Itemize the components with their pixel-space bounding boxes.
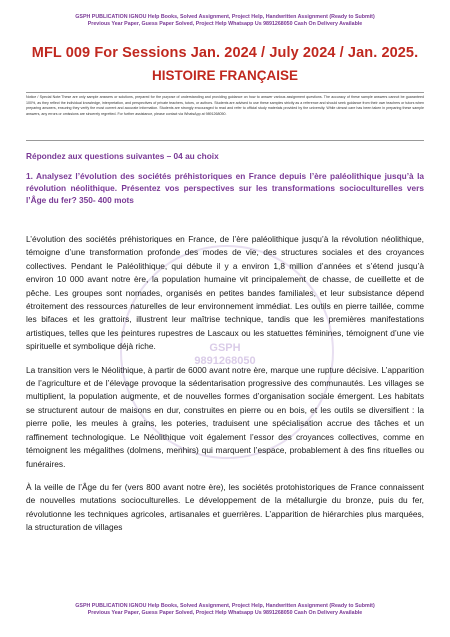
document-title: MFL 009 For Sessions Jan. 2024 / July 2024 / Jan. 2025. (31, 45, 419, 61)
answer-body (26, 233, 424, 545)
header-line-2: Previous Year Paper, Guess Paper Solved, Project Help Whatsapp Us 9891268050 Cash On Delivery Available (87, 21, 363, 27)
answer-paragraph-3: À la veille de l’Âge du fer (vers 800 avant notre ère), les sociétés protohistoriques de France connaissent de nouvelles mutations socioculturelles. Le développement de la métallurgie du bronze, puis du fer, révolutionne les techniques agricoles, artisanales et guerrières. L’apparition de hiérarchies plus marquées, la structuration de villages (26, 481, 424, 533)
watermark-phone: 9891268050 (194, 355, 256, 367)
page-header (0, 14, 450, 28)
page-footer (0, 603, 450, 617)
document-subtitle: HISTOIRE FRANÇAISE (151, 68, 298, 83)
answer-paragraph-2: La transition vers le Néolithique, à partir de 6000 avant notre ère, marque une rupture décisive. L’apparition de l’agriculture et de l’élevage provoque la sédentarisation progressive des communautés. Les villages se multiplient, la population augmente, et de nouvelles formes d’organisation sociale émergent. Les habitats se structurent autour de maisons en dur, construites en pierre ou en bois, et les outils se diversifient : la pierre polie, les meules à grains, les poteries, traduisent une spécialisation accrue des tâches et un raffinement technologique. Le Néolithique voit également l’essor des croyances collectives, comme en témoignent les mégalithes (dolmens, menhirs) qui marquent l’espace, probablement à des fins rituelles ou funéraires. (26, 364, 424, 469)
footer-line-2: Previous Year Paper, Guess Paper Solved, Project Help Whatsapp Us 9891268050 Cash On Delivery Available (87, 610, 363, 616)
footer-line-1: GSPH PUBLICATION IGNOU Help Books, Solved Assignment, Project Help, Handwritten Assignment (Ready to Submit) (75, 603, 375, 609)
question-1: 1. Analysez l’évolution des sociétés préhistoriques en France depuis l’ère paléolithique jusqu’à la révolution néolithique. Présentez vos perspectives sur les transformations socioculturelles vers l’Âge du fer? 350- 400 mots (26, 171, 424, 205)
notice-bottom-rule (26, 140, 424, 141)
instructions: Répondez aux questions suivantes – 04 au choix (26, 151, 219, 161)
disclaimer-notice: Notice / Special Note:These are only sample answers or solutions, prepared for the purpose of understanding and providing guidance on how to answer various assignment questions. The accuracy of these sample answers cannot be guaranteed 100%, as they reflect the individual knowledge, interpretation, and perspectives of private teachers, tutors, or authors. Students are advised to use these samples strictly as a reference and should seek guidance from their own teachers or tutors when preparing answers, ensuring they verify the most current and accurate information. Students are strongly encouraged to read and refer to official study materials provided by the university. While utmost care has been taken in preparing these sample answers, any errors or omissions are sincerely regretted. For further assistance, please contact via WhatsApp at 9891268050. (26, 95, 424, 116)
header-line-1: GSPH PUBLICATION IGNOU Help Books, Solved Assignment, Project Help, Handwritten Assignment (Ready to Submit) (75, 14, 375, 20)
watermark-name: GSPH (209, 342, 241, 354)
answer-paragraph-1: L’évolution des sociétés préhistoriques en France, de l’ère paléolithique jusqu’à la révolution néolithique, témoigne d’une transformation profonde des modes de vie, des structures sociales et des croyances collectives. Pendant le Paléolithique, qui débute il y a environ 1,8 million d’années et s’étend jusqu’à environ 10 000 avant notre ère, la population humaine vit principalement de chasse, de cueillette et de pêche. Les groupes sont nomades, organisés en petites bandes familiales, et leur subsistance dépend étroitement des ressources naturelles de leur environnement immédiat. Les outils en pierre taillée, comme les bifaces et les grattoirs, illustrent leur maîtrise technique, tandis que les premières manifestations artistiques, telles que les peintures rupestres de Lascaux ou les statuettes féminines, témoignent d’une vie spirituelle et symbolique déjà riche. (26, 234, 424, 352)
notice-top-rule (26, 92, 424, 93)
